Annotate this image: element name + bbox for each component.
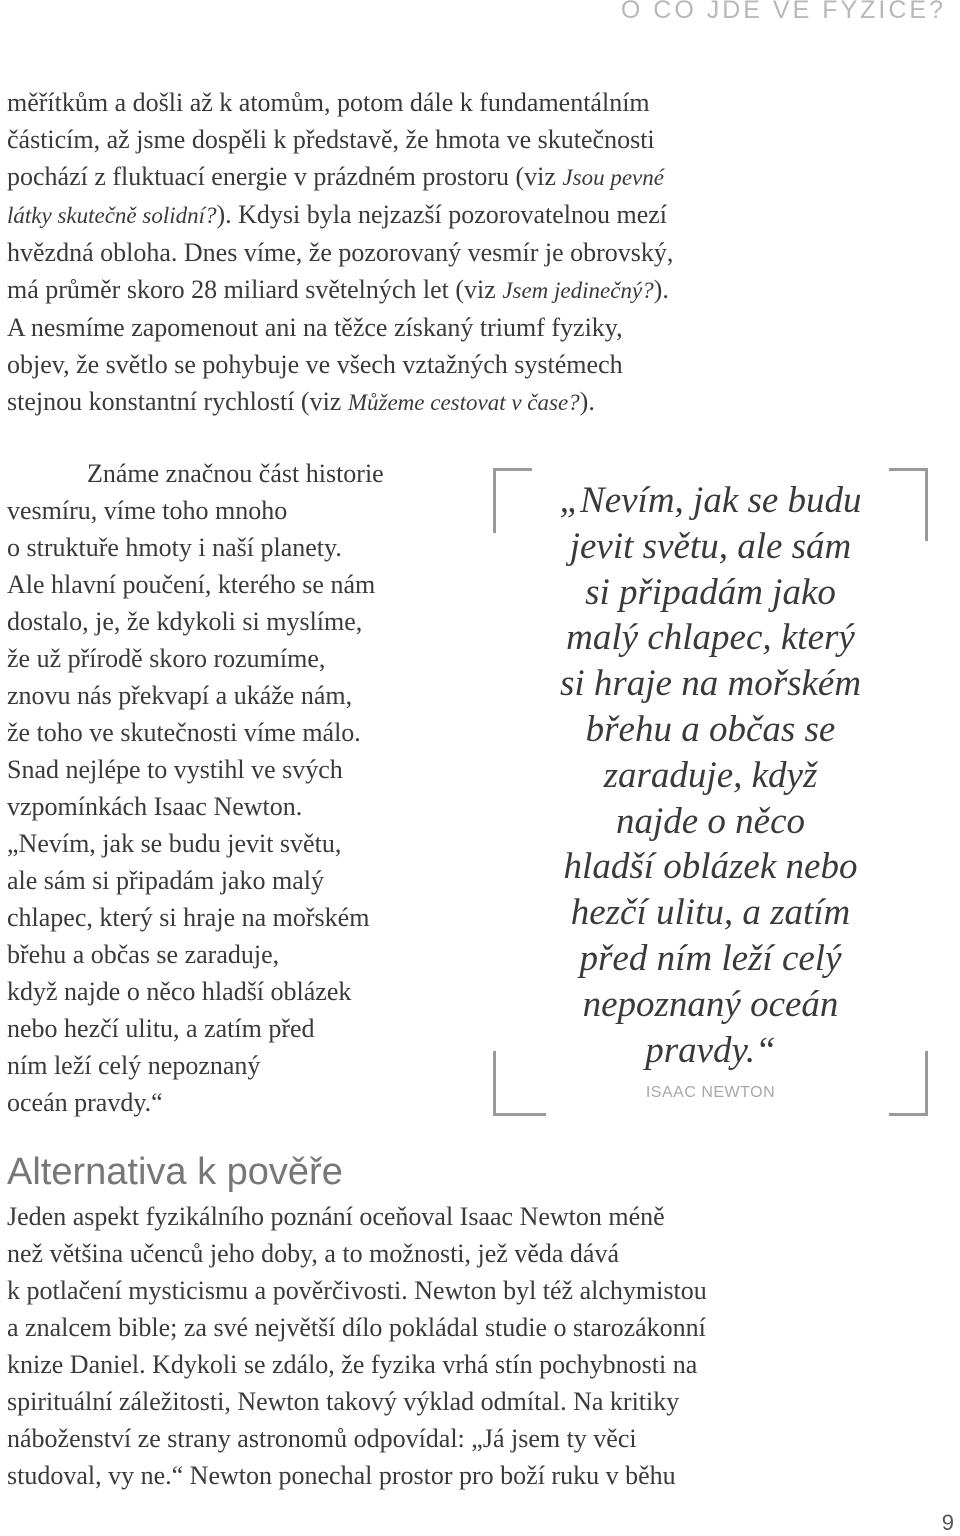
text-line: studoval, vy ne.“ Newton ponechal prostor pro boží ruku v běhu: [7, 1461, 676, 1490]
text-line: když najde o něco hladší oblázek: [7, 977, 352, 1006]
text-line: náboženství ze strany astronomů odpovídal: „Já jsem ty věci: [7, 1424, 637, 1453]
quote-line: hladší oblázek nebo: [563, 846, 858, 888]
text-line: ním leží celý nepoznaný: [7, 1051, 261, 1080]
page-number: 9: [941, 1510, 954, 1535]
text-line: břehu a občas se zaraduje,: [7, 940, 280, 969]
text-line: [7, 383, 867, 421]
quote-author: ISAAC NEWTON: [645, 1084, 776, 1101]
text-line: spirituální záležitosti, Newton takový výklad odmítal. Na kritiky: [7, 1387, 680, 1416]
text-run: ).: [653, 275, 669, 304]
quote-line: pravdy.“: [645, 1029, 776, 1071]
text-line: A nesmíme zapomenout ani na těžce získaný triumf fyziky,: [7, 313, 623, 342]
quote-line: si hraje na mořském: [559, 663, 862, 705]
text-run: ).: [579, 387, 595, 416]
text-line: než většina učenců jeho doby, a to možnosti, jež věda dává: [7, 1239, 619, 1268]
text-run: ). Kdysi byla nejzazší pozorovatelnou mezí: [216, 200, 668, 229]
section-heading: Alternativa k pověře: [7, 1151, 343, 1193]
cross-reference: Jsou pevné: [562, 165, 664, 190]
text-line: že už přírodě skoro rozumíme,: [7, 644, 326, 673]
text-line: vesmíru, víme toho mnoho: [7, 496, 288, 525]
quote-line: před ním leží celý: [579, 937, 842, 979]
text-line: knize Daniel. Kdykoli se zdálo, že fyzika vrhá stín pochybnosti na: [7, 1350, 698, 1379]
text-line: [7, 196, 867, 234]
cross-reference: Jsem jedinečný?: [502, 278, 654, 303]
quote-line: zaraduje, když: [603, 754, 818, 796]
section-paragraph: [7, 1198, 867, 1494]
cross-reference: látky skutečně solidní?: [7, 203, 217, 228]
pull-quote: [493, 468, 928, 1116]
text-line: hvězdná obloha. Dnes víme, že pozorovaný vesmír je obrovský,: [7, 238, 674, 267]
text-line: chlapec, který si hraje na mořském: [7, 903, 370, 932]
text-line: objev, že světlo se pohybuje ve všech vztažných systémech: [7, 350, 623, 379]
quote-line: si připadám jako: [585, 571, 836, 613]
text-line: „Nevím, jak se budu jevit světu,: [7, 829, 342, 858]
text-line: a znalcem bible; za své největší dílo pokládal studie o starozákonní: [7, 1313, 706, 1342]
text-line: nebo hezčí ulitu, a zatím před: [7, 1014, 315, 1043]
text-line: vzpomínkách Isaac Newton.: [7, 792, 303, 821]
text-line: ale sám si připadám jako malý: [7, 866, 324, 895]
text-line: že toho ve skutečnosti víme málo.: [7, 718, 361, 747]
text-line: k potlačení mysticismu a pověrčivosti. Newton byl též alchymistou: [7, 1276, 707, 1305]
pull-quote-text: [513, 478, 908, 1073]
quote-line: nepoznaný oceán: [582, 983, 839, 1025]
text-line: Ale hlavní poučení, kterého se nám: [7, 570, 376, 599]
text-line: Známe značnou část historie: [87, 459, 384, 488]
quote-line: najde o něco: [615, 800, 806, 842]
running-head: O CO JDE VE FYZICE?: [620, 0, 946, 24]
text-run: má průměr skoro 28 miliard světelných let (viz: [7, 275, 503, 304]
text-line: dostalo, je, že kdykoli si myslíme,: [7, 607, 363, 636]
newton-paragraph: [7, 455, 477, 1121]
text-run: pochází z fluktuací energie v prázdném prostoru (viz: [7, 162, 563, 191]
text-line: [7, 271, 867, 309]
text-line: částicím, až jsme dospěli k představě, že hmota ve skutečnosti: [7, 125, 655, 154]
text-line: znovu nás překvapí a ukáže nám,: [7, 681, 353, 710]
text-run: stejnou konstantní rychlostí (viz: [7, 387, 348, 416]
text-line: Snad nejlépe to vystihl ve svých: [7, 755, 343, 784]
quote-line: „Nevím, jak se budu: [559, 480, 862, 521]
quote-line: hezčí ulitu, a zatím: [570, 892, 851, 934]
intro-paragraph: [7, 84, 867, 421]
quote-line: jevit světu, ale sám: [569, 525, 852, 567]
text-line: [7, 158, 867, 196]
text-line: měřítkům a došli až k atomům, potom dále k fundamentálním: [7, 88, 650, 117]
text-line: o struktuře hmoty i naší planety.: [7, 533, 342, 562]
cross-reference: Můžeme cestovat v čase?: [347, 390, 580, 415]
text-line: oceán pravdy.“: [7, 1088, 163, 1117]
quote-line: malý chlapec, který: [566, 617, 855, 659]
quote-line: břehu a občas se: [585, 708, 836, 750]
text-line: Jeden aspekt fyzikálního poznání oceňoval Isaac Newton méně: [7, 1202, 665, 1231]
